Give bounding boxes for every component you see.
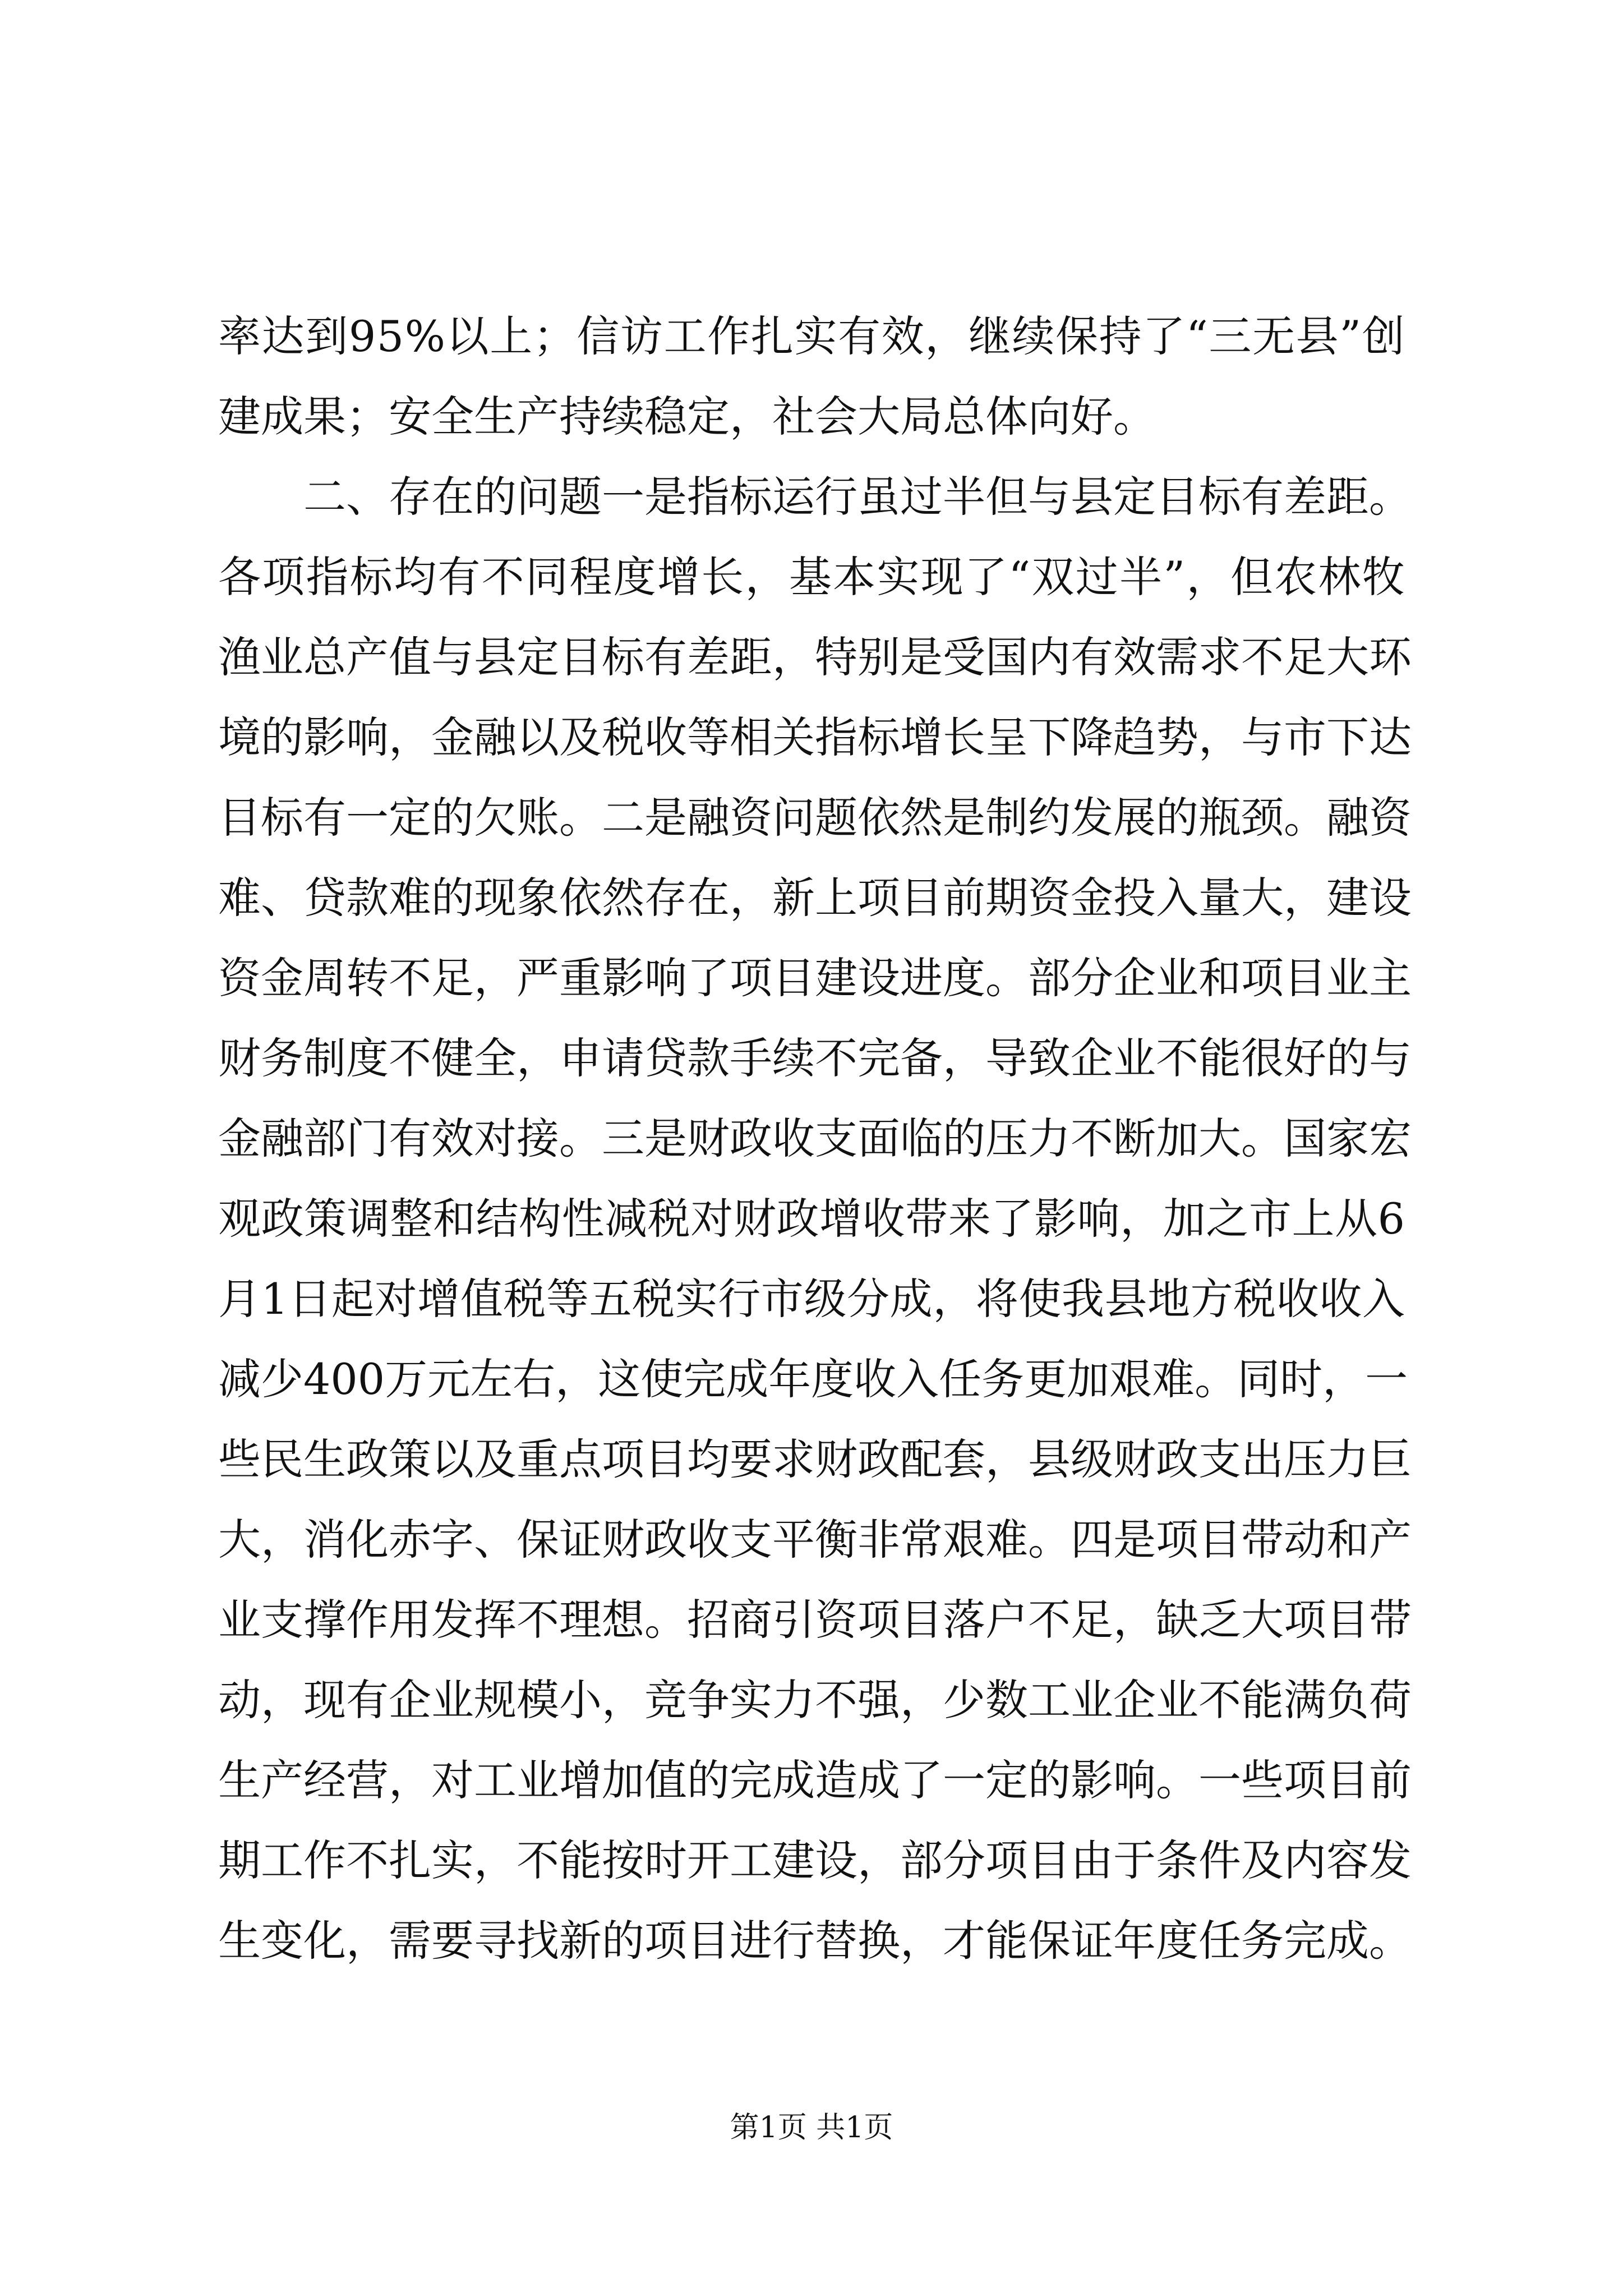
text-line: 生 变 化 ， 需 要 寻 找 新 的 项 目 进 行 替 换 ， 才 能 保 证 年 度 任 务 完 成 。 [218,1916,1412,1966]
text-line: 渔 业 总 产 值 与 县 定 目 标 有 差 距 ， 特 别 是 受 国 内 有 效 需 求 不 足 大 环 [218,632,1412,682]
text-line: 财 务 制 度 不 健 全 ， 申 请 贷 款 手 续 不 完 备 ， 导 致 企 业 不 能 很 好 的 与 [218,1033,1412,1083]
text-line: 境 的 影 响 ， 金 融 以 及 税 收 等 相 关 指 标 增 长 呈 下 降 趋 势 ， 与 市 下 达 [218,712,1412,762]
text-line: 大 ， 消 化 赤 字 、 保 证 财 政 收 支 平 衡 非 常 艰 难 。 四 是 项 目 带 动 和 产 [218,1515,1412,1565]
text-line: 资 金 周 转 不 足 ， 严 重 影 响 了 项 目 建 设 进 度 。 部 分 企 业 和 项 目 业 主 [218,953,1412,1003]
text-line: 建成果；安全生产持续稳定，社会大局总体向好。 [218,392,1156,441]
text-line: 金 融 部 门 有 效 对 接 。 三 是 财 政 收 支 面 临 的 压 力 不 断 加 大 。 国 家 宏 [218,1114,1412,1163]
text-line: 难 、 贷 款 难 的 现 象 依 然 存 在 ， 新 上 项 目 前 期 资 金 投 入 量 大 ， 建 设 [218,873,1412,923]
text-line: 些 民 生 政 策 以 及 重 点 项 目 均 要 求 财 政 配 套 ， 县 级 财 政 支 出 压 力 巨 [218,1434,1412,1484]
text-line: 各 项 指 标 均 有 不 同 程 度 增 长 ， 基 本 实 现 了 “ 双 过 半 ” ， 但 农 林 牧 [218,552,1405,602]
text-line: 观 政 策 调 整 和 结 构 性 减 税 对 财 政 增 收 带 来 了 影 响 ， 加 之 市 上 从 6 [218,1194,1405,1244]
text-line: 动 ， 现 有 企 业 规 模 小 ， 竞 争 实 力 不 强 ， 少 数 工 业 企 业 不 能 满 负 荷 [218,1675,1412,1725]
text-line: 月 1 日 起 对 增 值 税 等 五 税 实 行 市 级 分 成 ， 将 使 我 县 地 方 税 收 收 入 [218,1274,1405,1324]
text-line: 生 产 经 营 ， 对 工 业 增 加 值 的 完 成 造 成 了 一 定 的 影 响 。 一 些 项 目 前 [218,1755,1412,1805]
text-line: 期 工 作 不 扎 实 ， 不 能 按 时 开 工 建 设 ， 部 分 项 目 由 于 条 件 及 内 容 发 [218,1835,1412,1885]
page-number-footer: 第1页 共1页 [730,2111,893,2145]
body-text [218,296,1412,1981]
paragraph-start-line: 二 、 存 在 的 问 题 一 是 指 标 运 行 虽 过 半 但 与 县 定 目 标 有 差 距 。 [303,472,1412,522]
text-line: 减 少 4 0 0 万 元 左 右 ， 这 使 完 成 年 度 收 入 任 务 更 加 艰 难 。 同 时 ， 一 [218,1354,1408,1404]
text-line: 业 支 撑 作 用 发 挥 不 理 想 。 招 商 引 资 项 目 落 户 不 足 ， 缺 乏 大 项 目 带 [218,1595,1412,1645]
text-line: 率 达 到 9 5 % 以 上 ； 信 访 工 作 扎 实 有 效 ， 继 续 保 持 了 “ 三 无 县 ” 创 [218,311,1405,361]
text-line: 目 标 有 一 定 的 欠 账 。 二 是 融 资 问 题 依 然 是 制 约 发 展 的 瓶 颈 。 融 资 [218,793,1412,843]
